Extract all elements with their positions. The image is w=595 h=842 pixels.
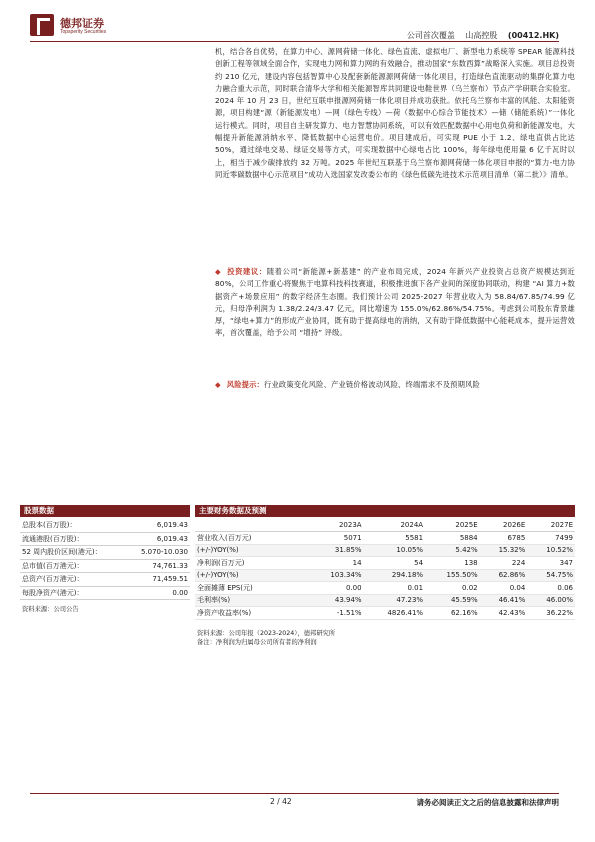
financials-cell: 36.22% [527, 607, 575, 620]
financials-note: 备注：净利润为归属母公司所有者的净利润 [197, 639, 317, 646]
financials-row [195, 607, 575, 620]
logo-mark-icon [30, 14, 54, 36]
financials-title: 主要财务数据及预测 [195, 505, 575, 517]
report-header [399, 30, 559, 41]
bullet-icon: ◆ [215, 267, 222, 276]
financials-cell: 224 [480, 557, 528, 570]
stock-data-label: 52 周内股价区间(港元)： [20, 546, 126, 560]
company-logo [30, 14, 160, 40]
investment-advice-text: 随着公司“新能源+新基建” 的产业布局完成，2024 年新兴产业投资占总资产规模达到近 80%，公司工作重心将聚焦于电算科技科技赛道，积极推进旗下各产业间的深度协同联动，构建 “AI 算力+数据资产+场景应用” 的数字经济生态圈。我们预计公司 2025-2027 年营业收入为 58.84/67.85/74.99 亿元，归母净利润为 1.38/2.24/3.47 亿元，同比增速为 155.0%/62.86%/54.75%。考虑到公司股东背景雄厚，“绿电+算力”的形成产业协同，既有助于提高绿电的消纳，又有助于降低数据中心能耗成本，提升运营效率，首次覆盖，给予公司 “增持” 评级。 [215, 267, 575, 338]
company-name: 山高控股 [465, 31, 498, 40]
financials-cell: 46.00% [527, 594, 575, 607]
body-paragraph: 机，结合各自优势，在算力中心、源网荷储一体化、绿色直流、虚拟电厂、新型电力系统等 SPEAR 能源科技创新工程等领域全面合作，实现电力网和算力网的有效融合，推动国家“东数西算”战略深入实施。项目总投资约 210 亿元，建设内容包括智算中心及配套新能源源网荷储一体化项目，打造绿色直流驱动的集群化算力电力融合重大示范，同时联合清华大学和相关能源智库共同建设电鞋世界（乌兰察布）节点产学研联合实验室。2024 年 10 月 23 日，世纪互联申报源网荷储一体化项目并成功获批。依托乌兰察布丰富的风能、太阳能资源，项目构建“源（新能源发电）—网（绿色专线）—荷（数据中心综合节能技术）—储（储能系统）”一体化运行模式。同时，项目自主研发算力、电力智慧协同系统，可以有效匹配数据中心用电负荷和新能源发电，大幅提升新能源消纳水平、降低数据中心运营电价。项目建成后，可实现 PUE 小于 1.2、绿电直供占比达 50%，通过绿电交易、绿证交易等方式，可实现数据中心绿电占比 100%，每年绿电使用量 6 亿千瓦时以上，相当于减少碳排放约 32 万吨。2025 年世纪互联基于乌兰察布源网荷储一体化项目申报的“算力-电力协同近零碳数据中心示范项目”成功入选国家发改委公布的《绿色低碳先进技术示范项目清单（第二批）》清单。 [215, 47, 575, 179]
financials-row-label: (+/-)YOY(%) [195, 569, 309, 582]
financials-row-label: 毛利率(%) [195, 594, 309, 607]
stock-data-row [20, 519, 190, 532]
stock-data-label: 总资产(百万港元)： [20, 573, 126, 587]
financials-column-header: 2026E [480, 519, 528, 532]
financials-column-header: 2025E [425, 519, 480, 532]
risk-warning [215, 379, 575, 391]
header-divider [30, 41, 559, 42]
stock-data-source: 资料来源：公司公告 [22, 606, 79, 613]
financials-row-label: (+/-)YOY(%) [195, 544, 309, 557]
stock-data-value: 71,459.51 [126, 573, 190, 587]
financials-cell: 6785 [480, 532, 528, 545]
stock-code: (00412.HK) [507, 31, 559, 40]
stock-data-row [20, 586, 190, 600]
financials-cell: 103.34% [309, 569, 364, 582]
stock-data-table [20, 519, 190, 600]
stock-data-title: 股票数据 [20, 505, 190, 517]
financials-row [195, 544, 575, 557]
financials-row [195, 569, 575, 582]
financials-row [195, 557, 575, 570]
investment-advice [215, 266, 575, 340]
financials-row-label: 全面摊薄 EPS(元) [195, 582, 309, 595]
stock-data-row [20, 532, 190, 546]
financials-cell: 45.59% [425, 594, 480, 607]
logo-text-cn: 德邦证券 [60, 17, 104, 30]
financials-cell: 138 [425, 557, 480, 570]
stock-data-label: 流通港股(百万股)： [20, 532, 126, 546]
financials-column-header: 2027E [527, 519, 575, 532]
financials-cell: 10.52% [527, 544, 575, 557]
financials-cell: 14 [309, 557, 364, 570]
financials-cell: -1.51% [309, 607, 364, 620]
risk-warning-text: 行业政策变化风险、产业链价格波动风险、终端需求不及预期风险 [264, 380, 480, 389]
financials-cell: 46.41% [480, 594, 528, 607]
financials-cell: 5071 [309, 532, 364, 545]
financials-cell: 0.02 [425, 582, 480, 595]
financials-row [195, 532, 575, 545]
financials-cell: 155.50% [425, 569, 480, 582]
stock-data-label: 总市值(百万港元)： [20, 559, 126, 573]
stock-data-value: 74,761.33 [126, 559, 190, 573]
financials-cell: 15.32% [480, 544, 528, 557]
stock-data-row [20, 546, 190, 560]
financials-table [195, 519, 575, 620]
financials-cell: 5581 [364, 532, 425, 545]
financials-cell: 0.04 [480, 582, 528, 595]
financials-cell: 347 [527, 557, 575, 570]
financials-cell: 54 [364, 557, 425, 570]
stock-data-value: 6,019.43 [126, 532, 190, 546]
financials-cell: 4826.41% [364, 607, 425, 620]
financials-cell: 10.05% [364, 544, 425, 557]
financials-cell: 0.06 [527, 582, 575, 595]
financials-row [195, 594, 575, 607]
financials-column-header [195, 519, 309, 532]
financials-cell: 43.94% [309, 594, 364, 607]
risk-warning-label: 风险提示： [226, 380, 264, 389]
financials-cell: 62.86% [480, 569, 528, 582]
bullet-icon: ◆ [215, 380, 221, 389]
financials-cell: 54.75% [527, 569, 575, 582]
financials-cell: 42.43% [480, 607, 528, 620]
financials-row-label: 净资产收益率(%) [195, 607, 309, 620]
legal-disclaimer: 请务必阅读正文之后的信息披露和法律声明 [416, 798, 559, 807]
financials-cell: 62.16% [425, 607, 480, 620]
stock-data-row [20, 573, 190, 587]
financials-cell: 31.85% [309, 544, 364, 557]
investment-advice-label: 投资建议： [227, 267, 267, 276]
stock-data-value: 6,019.43 [126, 519, 190, 532]
stock-data-value: 5.070-10.030 [126, 546, 190, 560]
footer-divider [30, 793, 559, 794]
report-type: 公司首次覆盖 [406, 31, 455, 40]
logo-text-en: Topsperity Securities [60, 29, 107, 35]
financials-cell: 294.18% [364, 569, 425, 582]
stock-data-label: 总股本(百万股)： [20, 519, 126, 532]
stock-data-value: 0.00 [126, 586, 190, 600]
financials-cell: 5884 [425, 532, 480, 545]
financials-cell: 47.23% [364, 594, 425, 607]
stock-data-row [20, 559, 190, 573]
financials-row [195, 582, 575, 595]
financials-cell: 0.00 [309, 582, 364, 595]
financials-row-label: 营业收入(百万元) [195, 532, 309, 545]
financials-cell: 0.01 [364, 582, 425, 595]
financials-row-label: 净利润(百万元) [195, 557, 309, 570]
financials-cell: 5.42% [425, 544, 480, 557]
stock-data-label: 每股净资产(港元)： [20, 586, 126, 600]
financials-column-header: 2023A [309, 519, 364, 532]
financials-source: 资料来源：公司年报（2023-2024），德邦研究所 [197, 630, 336, 637]
financials-cell: 7499 [527, 532, 575, 545]
financials-column-header: 2024A [364, 519, 425, 532]
page-number: 2 / 42 [270, 797, 292, 806]
